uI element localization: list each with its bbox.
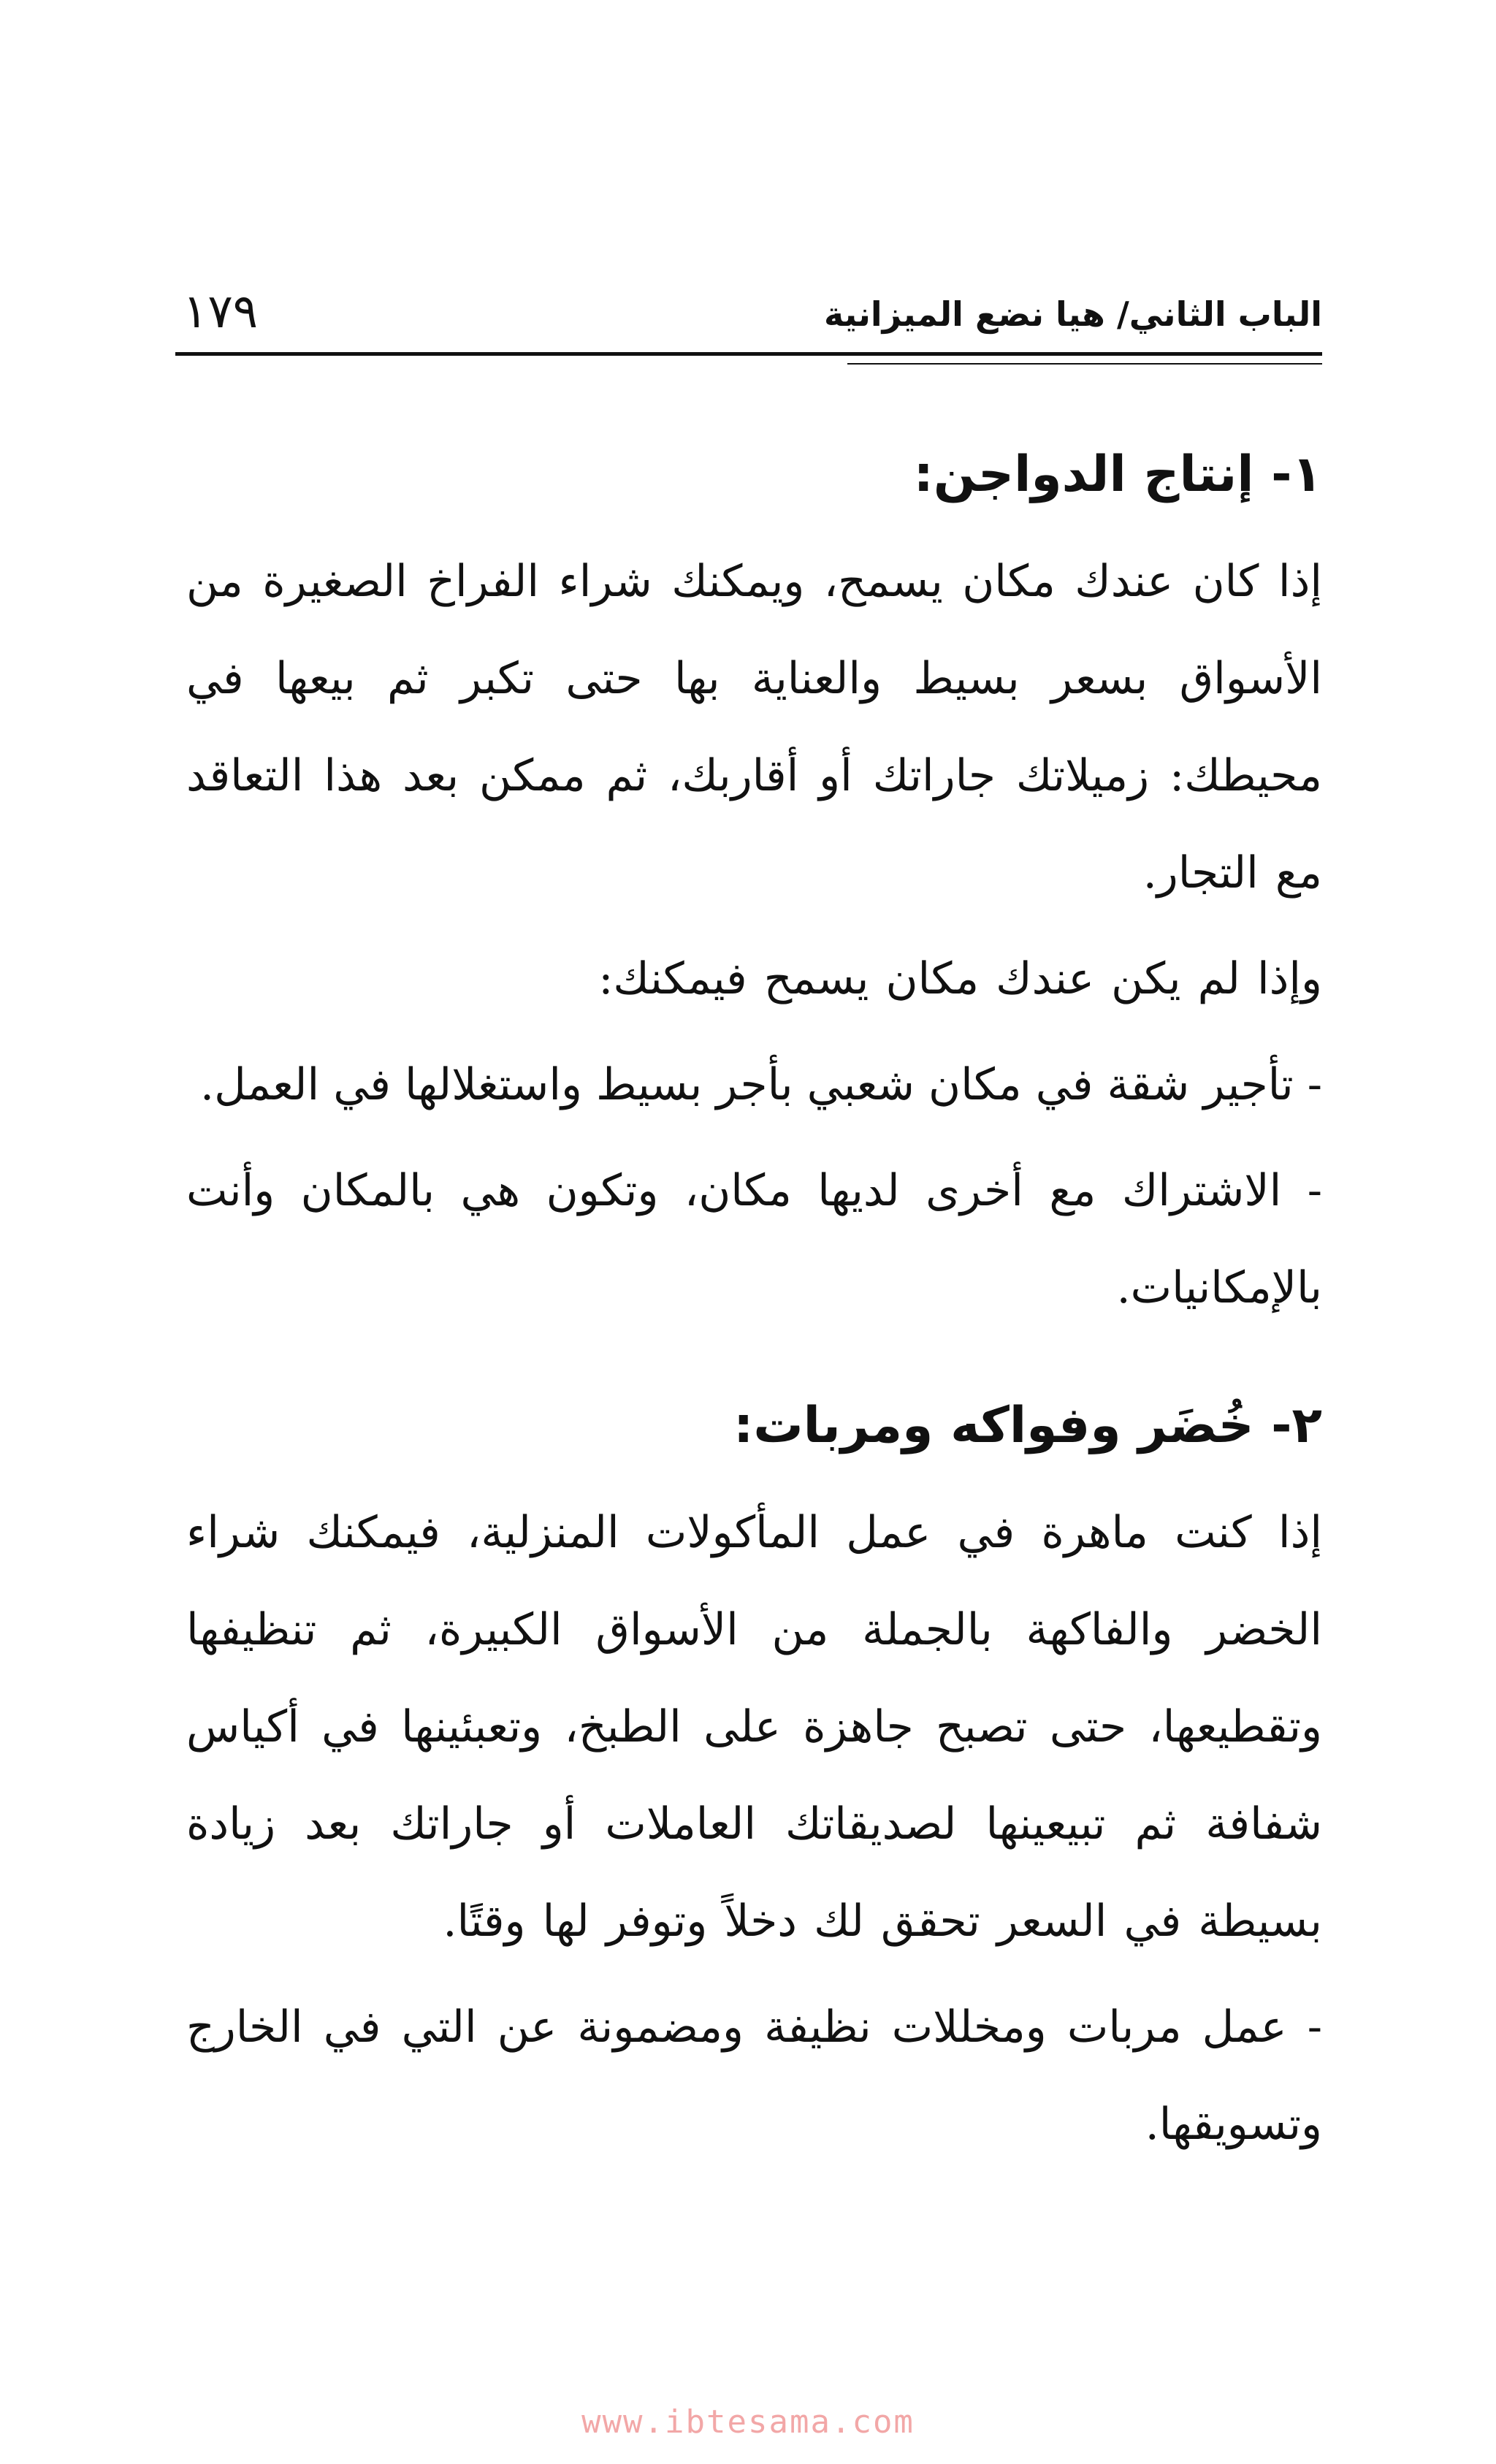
section-heading: ١- إنتاج الدواجن: — [913, 446, 1322, 503]
header-rule — [175, 352, 1322, 356]
running-header — [175, 285, 1322, 347]
section-heading: ٢- خُضَر وفواكه ومربات: — [733, 1397, 1322, 1454]
paragraph: وإذا لم يكن عندك مكان يسمح فيمكنك: — [598, 953, 1322, 1004]
list-item: - عمل مربات ومخللات نظيفة ومضمونة عن التي في الخارج وتسويقها. — [186, 2002, 1322, 2150]
chapter-title: الباب الثاني/ هيا نضع الميزانية — [823, 294, 1322, 334]
watermark: www.ibtesama.com — [581, 2403, 915, 2441]
section-spacer — [186, 1346, 1322, 1389]
header-rule-secondary — [847, 363, 1322, 365]
paragraph: إذا كنت ماهرة في عمل المأكولات المنزلية، فيمكنك شراء الخضر والفاكهة بالجملة من الأسواق الكبيرة، ثم تنظيفها وتقطيعها، حتى تصبح جاهزة على الطبخ، وتعبئينها في أكياس شفافة ثم تبيعينها لصديقاتك العاملات أو جاراتك بعد زيادة بسيطة في السعر تحقق لك دخلاً وتوفر لها وقتًا. — [186, 1507, 1322, 1947]
list-item: - الاشتراك مع أخرى لديها مكان، وتكون هي بالمكان وأنت بالإمكانيات. — [186, 1165, 1322, 1313]
list-item: - تأجير شقة في مكان شعبي بأجر بسيط واستغلالها في العمل. — [200, 1059, 1322, 1110]
page-number: ١٧٩ — [183, 285, 259, 339]
page-body — [186, 438, 1322, 2182]
paragraph: إذا كان عندك مكان يسمح، ويمكنك شراء الفراخ الصغيرة من الأسواق بسعر بسيط والعناية بها حتى تكبر ثم بيعها في محيطك: زميلاتك جاراتك أو أقاربك، ثم ممكن بعد هذا التعاقد مع التجار. — [186, 556, 1322, 899]
